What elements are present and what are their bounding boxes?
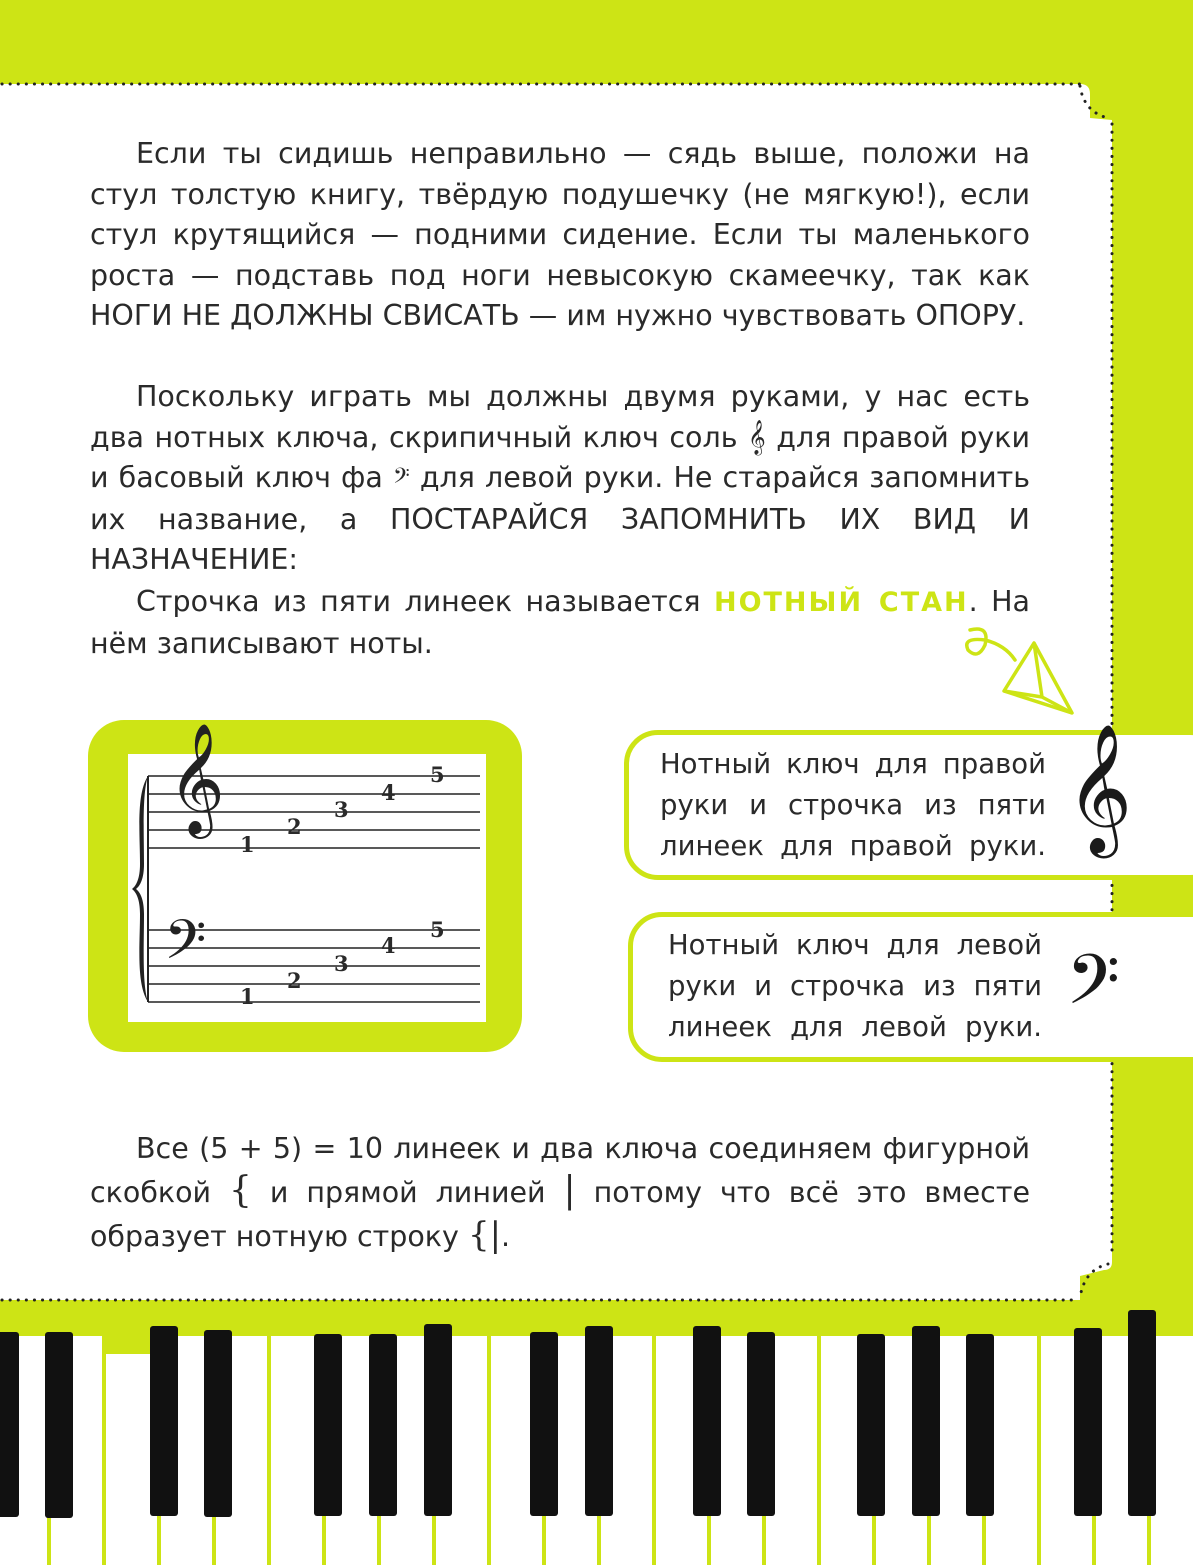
paragraph-staff-text-b: . На нём записывают ноты. [90, 585, 1031, 660]
staff-term-highlight: НОТНЫЙ СТАН [713, 587, 969, 618]
right-hand-info-text [660, 744, 1046, 867]
staff-treble-clef-icon: 𝄞 [168, 722, 225, 834]
paragraph-clefs-text-b: для правой руки и басовый ключ фа [90, 420, 1031, 494]
paragraph-system-text-b: и прямой линией [269, 1176, 546, 1209]
info-line: линеек для правой руки. [660, 830, 1046, 862]
right-hand-treble-clef-icon: 𝄞 [1066, 723, 1133, 853]
bass-line-number: 5 [430, 917, 445, 942]
left-hand-bass-clef-icon: 𝄢 [1066, 939, 1121, 1037]
paper-plane-icon [960, 625, 1080, 720]
paragraph-staff [90, 582, 1030, 664]
paragraph-clefs-text-a: Поскольку играть мы должны двумя руками, у нас есть два нотных ключа, скрипичный ключ соль [90, 380, 1030, 454]
paragraph-staff-text-a: Строчка из пяти линеек называется [136, 585, 701, 618]
treble-line-number: 4 [381, 780, 396, 805]
bar-line-icon: | [563, 1170, 576, 1211]
brace-icon: { [229, 1170, 252, 1211]
treble-line-number: 2 [287, 814, 302, 839]
treble-line-number: 1 [240, 832, 255, 857]
paragraph-system [90, 1128, 1030, 1258]
paragraph-posture [90, 134, 1030, 337]
treble-line-number: 5 [430, 762, 445, 787]
info-line: линеек для левой руки. [668, 1011, 1042, 1043]
bass-line-number: 2 [287, 968, 302, 993]
treble-line-number: 3 [334, 797, 349, 822]
bass-line-number: 1 [240, 984, 255, 1009]
info-line: Нотный ключ для правой [660, 748, 1046, 780]
treble-clef-icon: 𝄞 [748, 419, 766, 455]
info-line: Нотный ключ для левой [668, 929, 1042, 961]
bass-line-number: 3 [334, 951, 349, 976]
paragraph-clefs-text-c: для левой руки. Не старайся запомнить их название, а ПОСТАРАЙСЯ ЗАПОМНИТЬ ИХ ВИД И НАЗНАЧЕНИЕ: [90, 461, 1030, 576]
staff-bass-clef-icon: 𝄢 [164, 908, 207, 985]
left-hand-info-text [668, 925, 1042, 1048]
bass-clef-icon: 𝄢 [393, 464, 410, 494]
paragraph-clefs [90, 377, 1030, 581]
paragraph-system-text-c: потому что всё это вместе образует нотную строку [90, 1176, 1030, 1253]
paragraph-system-text-d: . [501, 1220, 511, 1253]
info-line: руки и строчка из пяти [668, 970, 1042, 1002]
system-bracket-icon: {| [467, 1215, 502, 1255]
paragraph-system-text-a: Все (5 + 5) = 10 линеек и два ключа соединяем фигурной скобкой [90, 1132, 1030, 1209]
bass-line-number: 4 [381, 933, 396, 958]
info-line: руки и строчка из пяти [660, 789, 1046, 821]
paragraph-posture-text: Если ты сидишь неправильно — сядь выше, положи на стул толстую книгу, твёрдую подушечку (не мягкую!), если стул крутящийся — подними сидение. Если ты маленького роста — подставь под ноги невысокую скамеечку, так как НОГИ НЕ ДОЛЖНЫ СВИСАТЬ — им нужно чувствовать ОПОРУ. [90, 137, 1030, 332]
